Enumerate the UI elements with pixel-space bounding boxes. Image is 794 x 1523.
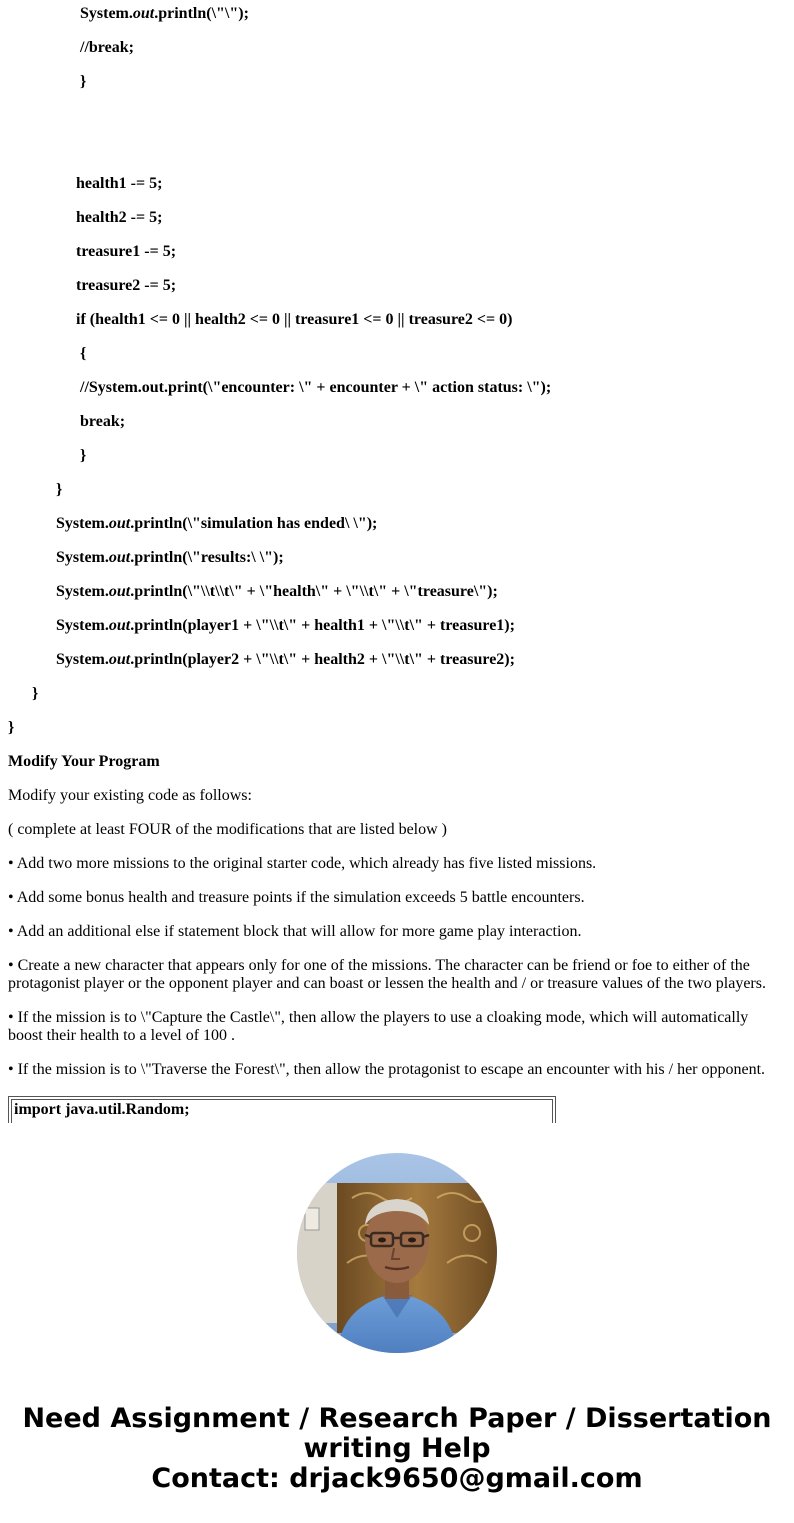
code-line: }: [56, 481, 63, 498]
code-line: [56, 582, 498, 602]
code-text: .println(\"results:\ \");: [130, 549, 284, 566]
code-text: .println(player1 + \"\\t\" + health1 + \"\\t\" + treasure1);: [130, 617, 515, 634]
code-line: health1 -= 5;: [76, 175, 163, 192]
author-photo: [297, 1153, 497, 1353]
code-line: }: [80, 447, 87, 464]
code-line: {: [80, 345, 87, 362]
bullet-item: • Add some bonus health and treasure points if the simulation exceeds 5 battle encounters.: [8, 889, 585, 906]
code-line: }: [32, 685, 39, 702]
code-line: //System.out.print(\"encounter: \" + encounter + \" action status: \");: [80, 379, 552, 396]
code-line: [56, 548, 284, 568]
code-text: System.: [56, 515, 109, 532]
code-line: if (health1 <= 0 || health2 <= 0 || treasure1 <= 0 || treasure2 <= 0): [76, 311, 513, 328]
code-text-italic: out: [132, 5, 155, 22]
code-text: System.: [80, 5, 133, 22]
bullet-item: • If the mission is to \"Traverse the Forest\", then allow the protagonist to escape an encounter with his / her opponent.: [8, 1061, 766, 1078]
code-line: treasure2 -= 5;: [76, 277, 177, 294]
code-text: .println(\"\");: [154, 5, 249, 22]
code-line: [56, 650, 515, 670]
code-box-inner: [11, 1099, 553, 1123]
intro-text: Modify your existing code as follows:: [8, 787, 252, 804]
code-box-line: import java.util.Random;: [14, 1101, 190, 1118]
code-text-italic: out: [108, 549, 131, 566]
ad-line-2: writing Help: [303, 1433, 491, 1464]
code-box: [8, 1096, 556, 1123]
bullet-item: • If the mission is to \"Capture the Castle\", then allow the players to use a cloaking mode, which will automatically boost their health to a level of 100 .: [8, 1009, 749, 1044]
code-text: System.: [56, 651, 109, 668]
bullet-item: • Add an additional else if statement block that will allow for more game play interaction.: [8, 923, 582, 940]
code-line: }: [8, 719, 15, 736]
code-text: .println(\"simulation has ended\ \");: [130, 515, 378, 532]
code-line: [56, 616, 515, 636]
code-text: .println(\"\\t\\t\" + \"health\" + \"\\t\" + \"treasure\");: [130, 583, 498, 600]
ad-contact: Contact: drjack9650@gmail.com: [151, 1463, 643, 1494]
code-text-italic: out: [108, 617, 131, 634]
code-text: .println(player2 + \"\\t\" + health2 + \"\\t\" + treasure2);: [130, 651, 515, 668]
code-text: System.: [56, 583, 109, 600]
code-line: [80, 4, 249, 24]
instruction-text: ( complete at least FOUR of the modifications that are listed below ): [8, 821, 447, 838]
code-text-italic: out: [108, 651, 131, 668]
section-heading: Modify Your Program: [8, 753, 160, 770]
code-line: //break;: [80, 39, 134, 56]
bullet-item: • Create a new character that appears only for one of the missions. The character can be friend or foe to either of the protagonist player or the opponent player and can boast or lessen the health and / or treasure values of the two players.: [8, 957, 766, 992]
code-text: System.: [56, 617, 109, 634]
code-line: [56, 514, 377, 534]
code-text-italic: out: [108, 515, 131, 532]
code-line: treasure1 -= 5;: [76, 243, 177, 260]
code-line: health2 -= 5;: [76, 209, 163, 226]
code-text: System.: [56, 549, 109, 566]
bullet-item: • Add two more missions to the original starter code, which already has five listed missions.: [8, 855, 597, 872]
code-line: }: [80, 73, 87, 90]
code-line: break;: [80, 413, 126, 430]
author-portrait-image: [297, 1153, 497, 1353]
ad-line-1: Need Assignment / Research Paper / Dissertation: [22, 1403, 772, 1434]
code-text-italic: out: [108, 583, 131, 600]
